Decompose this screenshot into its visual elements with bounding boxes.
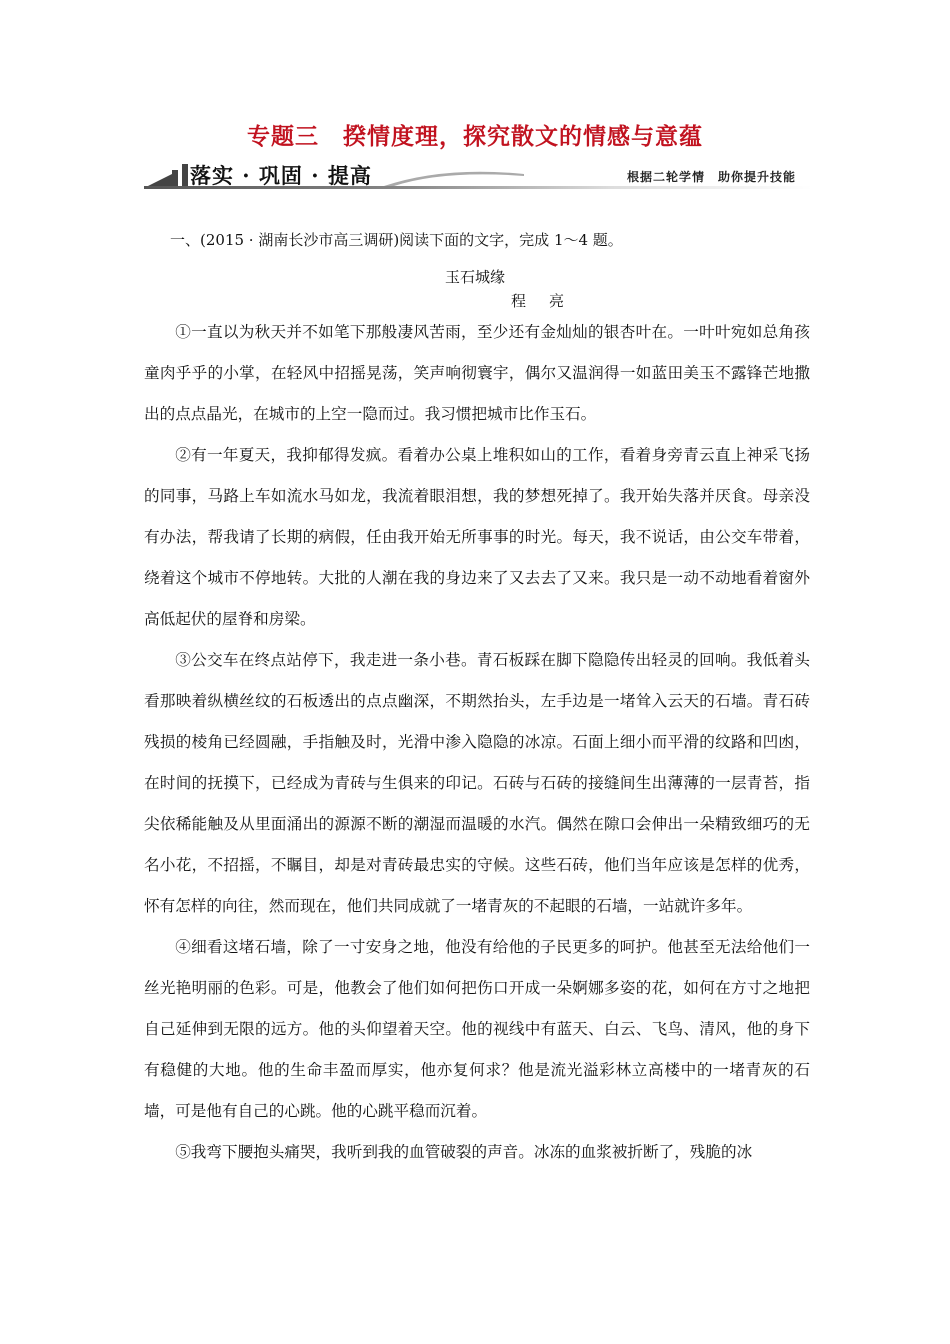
paragraph-4: ④细看这堵石墙，除了一寸安身之地，他没有给他的子民更多的呵护。他甚至无法给他们一丝光艳明丽的色彩。可是，他教会了他们如何把伤口开成一朵婀娜多姿的花，如何在方寸之地把自己延伸到无限的远方。他的头仰望着天空。他的视线中有蓝天、白云、飞鸟、清风，他的身下有稳健的大地。他的生命丰盈而厚实，他亦复何求？他是流光溢彩林立高楼中的一堵青灰的石墙，可是他有自己的心跳。他的心跳平稳而沉着。: [144, 938, 810, 1120]
page-title: 专题三 揆情度理，探究散文的情感与意蕴: [247, 123, 703, 150]
banner-title: 落实 · 巩固 · 提高: [190, 163, 372, 188]
paragraph-5: ⑤我弯下腰抱头痛哭，我听到我的血管破裂的声音。冰冻的血浆被折断了，残脆的冰: [175, 1143, 753, 1161]
paragraph-1: ①一直以为秋天并不如笔下那般凄风苦雨，至少还有金灿灿的银杏叶在。一叶叶宛如总角孩童肉乎乎的小掌，在轻风中招摇晃荡，笑声响彻寰宇，偶尔又温润得一如蓝田美玉不露锋芒地撒出的点点晶光，在城市的上空一隐而过。我习惯把城市比作玉石。: [144, 323, 810, 423]
paragraph-3: ③公交车在终点站停下，我走进一条小巷。青石板踩在脚下隐隐传出轻灵的回响。我低着头看那映着纵横丝纹的石板透出的点点幽深，不期然抬头，左手边是一堵耸入云天的石墙。青石砖残损的棱角已经圆融，手指触及时，光滑中渗入隐隐的冰凉。石面上细小而平滑的纹路和凹凼，在时间的抚摸下，已经成为青砖与生俱来的印记。石砖与石砖的接缝间生出薄薄的一层青苔，指尖依稀能触及从里面涌出的源源不断的潮湿而温暖的水汽。偶然在隙口会伸出一朵精致细巧的无名小花，不招摇，不瞩目，却是对青砖最忠实的守候。这些石砖，他们当年应该是怎样的优秀，怀有怎样的向往，然而现在，他们共同成就了一堵青灰的不起眼的石墙，一站就许多年。: [144, 651, 810, 915]
article-author: 程 亮: [511, 292, 569, 310]
question-intro: 一、(2015 · 湖南长沙市高三调研)阅读下面的文字，完成 1～4 题。: [170, 231, 623, 249]
banner-subtitle: 根据二轮学情 助你提升技能: [626, 170, 796, 184]
paragraph-2: ②有一年夏天，我抑郁得发疯。看着办公桌上堆积如山的工作，看着身旁青云直上神采飞扬的同事，马路上车如流水马如龙，我流着眼泪想，我的梦想死掉了。我开始失落并厌食。母亲没有办法，帮我请了长期的病假，任由我开始无所事事的时光。每天，我不说话，由公交车带着，绕着这个城市不停地转。大批的人潮在我的身边来了又去去了又来。我只是一动不动地看着窗外高低起伏的屋脊和房梁。: [144, 446, 810, 628]
article-title: 玉石城缘: [444, 268, 505, 286]
article-body: [144, 312, 810, 1173]
section-banner: [144, 160, 812, 190]
